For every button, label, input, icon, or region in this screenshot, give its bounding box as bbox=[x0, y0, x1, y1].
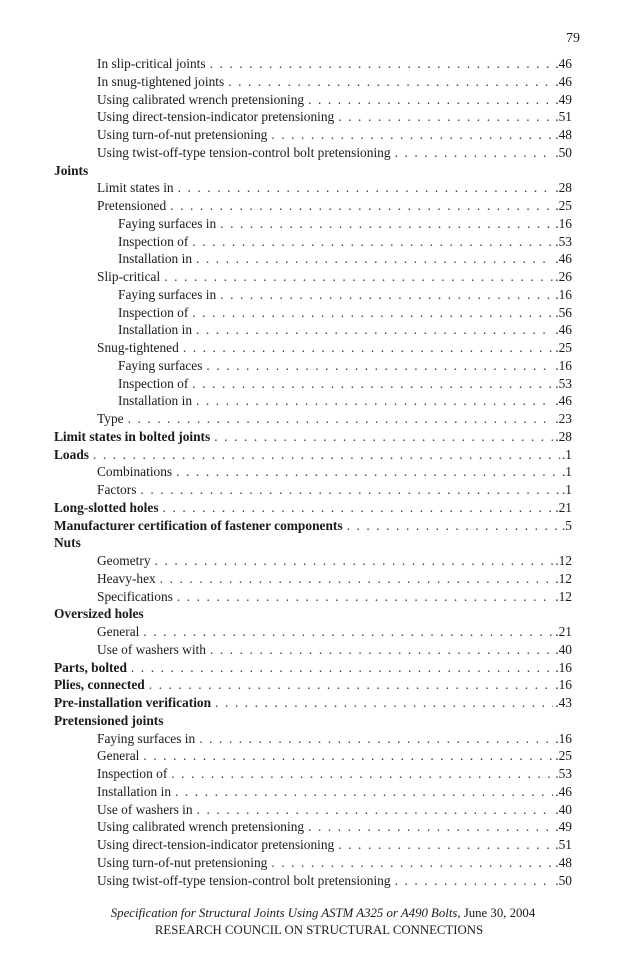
index-heading bbox=[54, 446, 572, 464]
entry-page-ref: .48 bbox=[555, 854, 572, 870]
entry-label: Limit states in bolted joints bbox=[54, 428, 211, 444]
index-entry bbox=[54, 339, 572, 357]
index-heading bbox=[54, 162, 572, 180]
entry-label: Snug-tightened bbox=[97, 340, 179, 355]
index-heading bbox=[54, 534, 572, 552]
entry-label: Inspection of bbox=[118, 233, 189, 249]
dot-leader bbox=[143, 623, 553, 641]
entry-label: Long-slotted holes bbox=[54, 499, 159, 515]
dot-leader bbox=[131, 659, 553, 677]
entry-page-ref: .53 bbox=[555, 233, 572, 249]
index-heading bbox=[54, 428, 572, 446]
dot-leader bbox=[220, 215, 553, 233]
entry-label: Combinations bbox=[97, 464, 173, 480]
index-entry bbox=[54, 197, 572, 215]
entry-label: Pretensioned bbox=[97, 198, 167, 213]
index-entry bbox=[54, 179, 572, 197]
entry-label: Geometry bbox=[97, 553, 151, 568]
dot-leader bbox=[197, 801, 554, 819]
dot-leader bbox=[271, 126, 553, 144]
entry-label: Using turn-of-nut pretensioning bbox=[97, 854, 268, 870]
index-entry bbox=[54, 357, 572, 375]
entry-label: Pretensioned joints bbox=[54, 712, 164, 728]
index-entry bbox=[54, 126, 572, 144]
entry-label: Inspection of bbox=[118, 304, 189, 320]
entry-label: Faying surfaces in bbox=[118, 286, 217, 302]
entry-label: Plies, connected bbox=[54, 677, 145, 693]
entry-label: Slip-critical bbox=[97, 269, 161, 284]
index-heading bbox=[54, 676, 572, 694]
entry-page-ref: .46 bbox=[555, 783, 572, 799]
entry-label: In slip-critical joints bbox=[97, 56, 206, 71]
index-entry bbox=[54, 392, 572, 410]
entry-page-ref: .1 bbox=[561, 446, 572, 462]
dot-leader bbox=[183, 339, 553, 357]
entry-label: Using calibrated wrench pretensioning bbox=[97, 819, 305, 835]
entry-page-ref: .43 bbox=[555, 695, 572, 710]
index-entry bbox=[54, 783, 572, 801]
entry-label: Parts, bolted bbox=[54, 659, 127, 675]
entry-page-ref: .12 bbox=[555, 570, 572, 586]
entry-label: Inspection of bbox=[118, 375, 189, 391]
entry-page-ref: .26 bbox=[555, 269, 572, 284]
index-entry bbox=[54, 481, 572, 499]
dot-leader bbox=[143, 747, 553, 765]
entry-label: Installation in bbox=[118, 393, 193, 409]
index-heading bbox=[54, 712, 572, 730]
dot-leader bbox=[308, 818, 553, 836]
dot-leader bbox=[199, 730, 553, 748]
entry-label: Specifications bbox=[97, 588, 173, 604]
index-entry bbox=[54, 410, 572, 428]
entry-page-ref: .12 bbox=[555, 588, 572, 604]
index-heading bbox=[54, 517, 572, 535]
index-heading bbox=[54, 694, 572, 712]
dot-leader bbox=[308, 91, 553, 109]
entry-page-ref: .50 bbox=[555, 872, 572, 888]
index-entry bbox=[54, 854, 572, 872]
entry-page-ref: .5 bbox=[561, 517, 572, 533]
dot-leader bbox=[163, 499, 554, 517]
entry-page-ref: .46 bbox=[555, 56, 572, 71]
entry-page-ref: .1 bbox=[561, 464, 572, 480]
dot-leader bbox=[164, 268, 553, 286]
index-list bbox=[54, 55, 572, 889]
entry-page-ref: .21 bbox=[555, 624, 572, 639]
entry-label: Factors bbox=[97, 482, 137, 497]
index-entry bbox=[54, 570, 572, 588]
dot-leader bbox=[149, 676, 554, 694]
entry-page-ref: .40 bbox=[555, 641, 572, 657]
entry-page-ref: .16 bbox=[555, 357, 572, 373]
entry-label: Manufacturer certification of fastener components bbox=[54, 517, 343, 533]
entry-page-ref: .46 bbox=[555, 251, 572, 267]
footer-title: Specification for Structural Joints Using ASTM A325 or A490 Bolts bbox=[110, 906, 458, 920]
dot-leader bbox=[196, 321, 553, 339]
index-entry bbox=[54, 623, 572, 641]
dot-leader bbox=[171, 765, 553, 783]
index-entry bbox=[54, 108, 572, 126]
page-number: 79 bbox=[566, 31, 580, 46]
entry-label: Using direct-tension-indicator pretensioning bbox=[97, 109, 335, 125]
index-entry bbox=[54, 286, 572, 304]
entry-page-ref: .16 bbox=[555, 730, 572, 746]
entry-page-ref: .51 bbox=[555, 837, 572, 852]
dot-leader bbox=[395, 872, 554, 890]
entry-page-ref: .16 bbox=[555, 215, 572, 231]
dot-leader bbox=[192, 233, 553, 251]
index-heading bbox=[54, 605, 572, 623]
entry-label: Inspection of bbox=[97, 766, 168, 781]
entry-page-ref: .16 bbox=[555, 286, 572, 302]
entry-page-ref: .25 bbox=[555, 340, 572, 355]
entry-label: Use of washers in bbox=[97, 801, 193, 817]
dot-leader bbox=[220, 286, 553, 304]
index-entry bbox=[54, 55, 572, 73]
dot-leader bbox=[140, 481, 560, 499]
entry-page-ref: .16 bbox=[555, 677, 572, 693]
entry-label: Type bbox=[97, 411, 124, 426]
index-entry bbox=[54, 233, 572, 251]
entry-page-ref: .12 bbox=[555, 553, 572, 568]
index-entry bbox=[54, 872, 572, 890]
entry-label: Pre-installation verification bbox=[54, 695, 212, 710]
index-entry bbox=[54, 268, 572, 286]
dot-leader bbox=[196, 250, 553, 268]
footer-citation bbox=[0, 905, 638, 922]
entry-label: Installation in bbox=[97, 783, 172, 799]
dot-leader bbox=[160, 570, 554, 588]
page-footer bbox=[0, 905, 638, 939]
dot-leader bbox=[192, 375, 553, 393]
entry-page-ref: .1 bbox=[561, 482, 572, 497]
index-entry bbox=[54, 552, 572, 570]
dot-leader bbox=[210, 55, 554, 73]
footer-organization: RESEARCH COUNCIL ON STRUCTURAL CONNECTIONS bbox=[154, 923, 484, 937]
dot-leader bbox=[210, 641, 553, 659]
dot-leader bbox=[215, 694, 553, 712]
entry-label: Limit states in bbox=[97, 180, 174, 196]
dot-leader bbox=[170, 197, 553, 215]
index-entry bbox=[54, 304, 572, 322]
entry-label: Use of washers with bbox=[97, 641, 206, 657]
entry-label: In snug-tightened joints bbox=[97, 73, 225, 89]
entry-label: Installation in bbox=[118, 251, 193, 267]
index-entry bbox=[54, 818, 572, 836]
dot-leader bbox=[206, 357, 553, 375]
entry-label: Using turn-of-nut pretensioning bbox=[97, 127, 268, 142]
entry-label: Heavy-hex bbox=[97, 570, 156, 586]
entry-label: Using direct-tension-indicator pretensioning bbox=[97, 837, 335, 852]
dot-leader bbox=[155, 552, 554, 570]
entry-page-ref: .23 bbox=[555, 411, 572, 426]
dot-leader bbox=[178, 179, 554, 197]
entry-page-ref: .56 bbox=[555, 304, 572, 320]
entry-page-ref: .21 bbox=[555, 499, 572, 515]
index-entry bbox=[54, 641, 572, 659]
entry-label: Faying surfaces bbox=[118, 357, 203, 373]
entry-page-ref: .28 bbox=[555, 180, 572, 196]
entry-page-ref: .53 bbox=[555, 766, 572, 781]
entry-label: General bbox=[97, 748, 140, 764]
entry-page-ref: .53 bbox=[555, 375, 572, 391]
entry-page-ref: .46 bbox=[555, 393, 572, 409]
dot-leader bbox=[93, 446, 560, 464]
entry-page-ref: .28 bbox=[555, 428, 572, 444]
index-entry bbox=[54, 801, 572, 819]
index-heading bbox=[54, 659, 572, 677]
entry-page-ref: .49 bbox=[555, 91, 572, 107]
dot-leader bbox=[271, 854, 553, 872]
dot-leader bbox=[214, 428, 553, 446]
entry-page-ref: .49 bbox=[555, 819, 572, 835]
dot-leader bbox=[175, 783, 553, 801]
index-entry bbox=[54, 73, 572, 91]
entry-label: Faying surfaces in bbox=[97, 730, 196, 746]
entry-label: Loads bbox=[54, 446, 89, 462]
entry-page-ref: .16 bbox=[555, 659, 572, 675]
entry-label: Using calibrated wrench pretensioning bbox=[97, 91, 305, 107]
entry-label: Oversized holes bbox=[54, 606, 144, 622]
index-entry bbox=[54, 215, 572, 233]
index-entry bbox=[54, 730, 572, 748]
index-entry bbox=[54, 321, 572, 339]
dot-leader bbox=[347, 517, 560, 535]
entry-page-ref: .46 bbox=[555, 322, 572, 338]
dot-leader bbox=[395, 144, 554, 162]
entry-page-ref: .40 bbox=[555, 801, 572, 817]
entry-label: Joints bbox=[54, 162, 89, 178]
dot-leader bbox=[228, 73, 553, 91]
index-entry bbox=[54, 588, 572, 606]
dot-leader bbox=[192, 304, 553, 322]
entry-label: Faying surfaces in bbox=[118, 215, 217, 231]
index-entry bbox=[54, 747, 572, 765]
entry-label: Using twist-off-type tension-control bolt pretensioning bbox=[97, 144, 391, 160]
dot-leader bbox=[338, 836, 553, 854]
entry-label: Installation in bbox=[118, 322, 193, 338]
entry-page-ref: .25 bbox=[555, 198, 572, 213]
entry-page-ref: .46 bbox=[555, 73, 572, 89]
entry-label: Nuts bbox=[54, 535, 81, 551]
entry-page-ref: .25 bbox=[555, 748, 572, 764]
index-heading bbox=[54, 499, 572, 517]
index-entry bbox=[54, 144, 572, 162]
entry-page-ref: .48 bbox=[555, 127, 572, 142]
entry-page-ref: .51 bbox=[555, 109, 572, 125]
index-entry bbox=[54, 375, 572, 393]
dot-leader bbox=[338, 108, 553, 126]
index-entry bbox=[54, 250, 572, 268]
index-entry bbox=[54, 836, 572, 854]
entry-label: Using twist-off-type tension-control bolt pretensioning bbox=[97, 872, 391, 888]
index-entry bbox=[54, 91, 572, 109]
entry-page-ref: .50 bbox=[555, 144, 572, 160]
index-entry bbox=[54, 463, 572, 481]
entry-label: General bbox=[97, 624, 140, 639]
dot-leader bbox=[196, 392, 553, 410]
index-entry bbox=[54, 765, 572, 783]
dot-leader bbox=[128, 410, 554, 428]
dot-leader bbox=[176, 463, 560, 481]
footer-date: , June 30, 2004 bbox=[457, 906, 536, 920]
dot-leader bbox=[177, 588, 553, 606]
